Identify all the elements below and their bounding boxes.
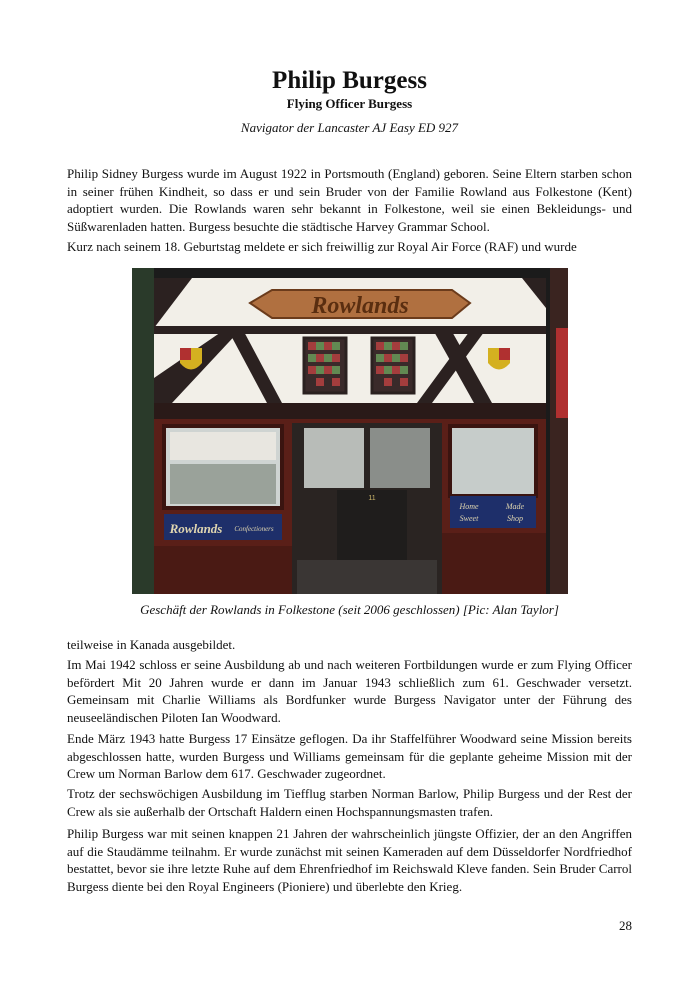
shopfront-photo <box>132 268 568 594</box>
window-sign-left: Rowlands <box>169 521 223 536</box>
window-sign-left-small: Confectioners <box>234 525 274 533</box>
paragraph-death: Trotz der sechswöchigen Ausbildung im Tiefflug starben Norman Barlow, Philip Burgess und der Rest der Crew als sie außerhalb der Ortschaft Haldern einen Hochspannungsmasten trafen. <box>67 786 632 819</box>
paragraph-burial: Philip Burgess war mit seinen knappen 21 Jahren der wahrscheinlich jüngste Offizier, der an den Angriffen auf die Staudämme teilnahm. Er wurde zunächst mit seinen Kameraden auf dem Düsseldorfer Nordfriedhof bestattet, bevor sie ihre letzte Ruhe auf dem Ehrenfriedhof im Reichswald Kleve fanden. Sein Bruder Carrol Burgess diente bei den Royal Engineers (Pioniere) und überlebte den Krieg. <box>67 826 632 894</box>
page-subtitle: Flying Officer Burgess <box>286 96 413 111</box>
paragraph-birth: Philip Sidney Burgess wurde im August 1922 in Portsmouth (England) geboren. Seine Eltern starben schon in seiner frühen Kindheit, so dass er und sein Bruder von der Familie Rowland aus Folkestone (Kent) adoptiert wurden. Die Rowlands waren sehr bekannt in Folkestone, weil sie einen Bekleidungs- und Süßwarenladen hatten. Burgess besuchte die städtische Harvey Grammar School. <box>67 166 632 234</box>
paragraph-missions: Ende März 1943 hatte Burgess 17 Einsätze geflogen. Da ihr Staffelführer Woodward seine Mission bereits abgeschlossen hatte, wurden Burgess und Williams gemeinsam für die geplante geheime Mission mit der Crew um Norman Barlow dem 617. Geschwader zugeordnet. <box>67 731 632 781</box>
role-line: Navigator der Lancaster AJ Easy ED 927 <box>240 120 459 135</box>
page-title: Philip Burgess <box>272 67 427 94</box>
shop-sign-text: Rowlands <box>311 293 409 319</box>
paragraph-training: teilweise in Kanada ausgebildet. <box>67 637 236 652</box>
figure-caption: Geschäft der Rowlands in Folkestone (seit 2006 geschlossen) [Pic: Alan Taylor] <box>140 602 559 617</box>
paragraph-promotion: Im Mai 1942 schloss er seine Ausbildung ab und nach weiteren Fortbildungen wurde er zum Flying Officer befördert Mit 20 Jahren wurde er dann im Januar 1943 schließlich zum 61. Geschwader versetzt. Gemeinsam mit Charlie Williams als Bordfunker wurde Burgess Navigator unter der Führung des neuseeländischen Piloten Ian Woodward. <box>67 657 632 725</box>
window-sign-right-4: Shop <box>507 514 523 523</box>
window-sign-right-1: Home <box>459 502 479 511</box>
paragraph-enlistment: Kurz nach seinem 18. Geburtstag meldete er sich freiwillig zur Royal Air Force (RAF) und wurde <box>67 239 577 254</box>
page-number: 28 <box>619 918 632 933</box>
window-sign-right-2: Made <box>505 502 525 511</box>
window-sign-right-3: Sweet <box>459 514 479 523</box>
door-number: 11 <box>368 495 376 502</box>
